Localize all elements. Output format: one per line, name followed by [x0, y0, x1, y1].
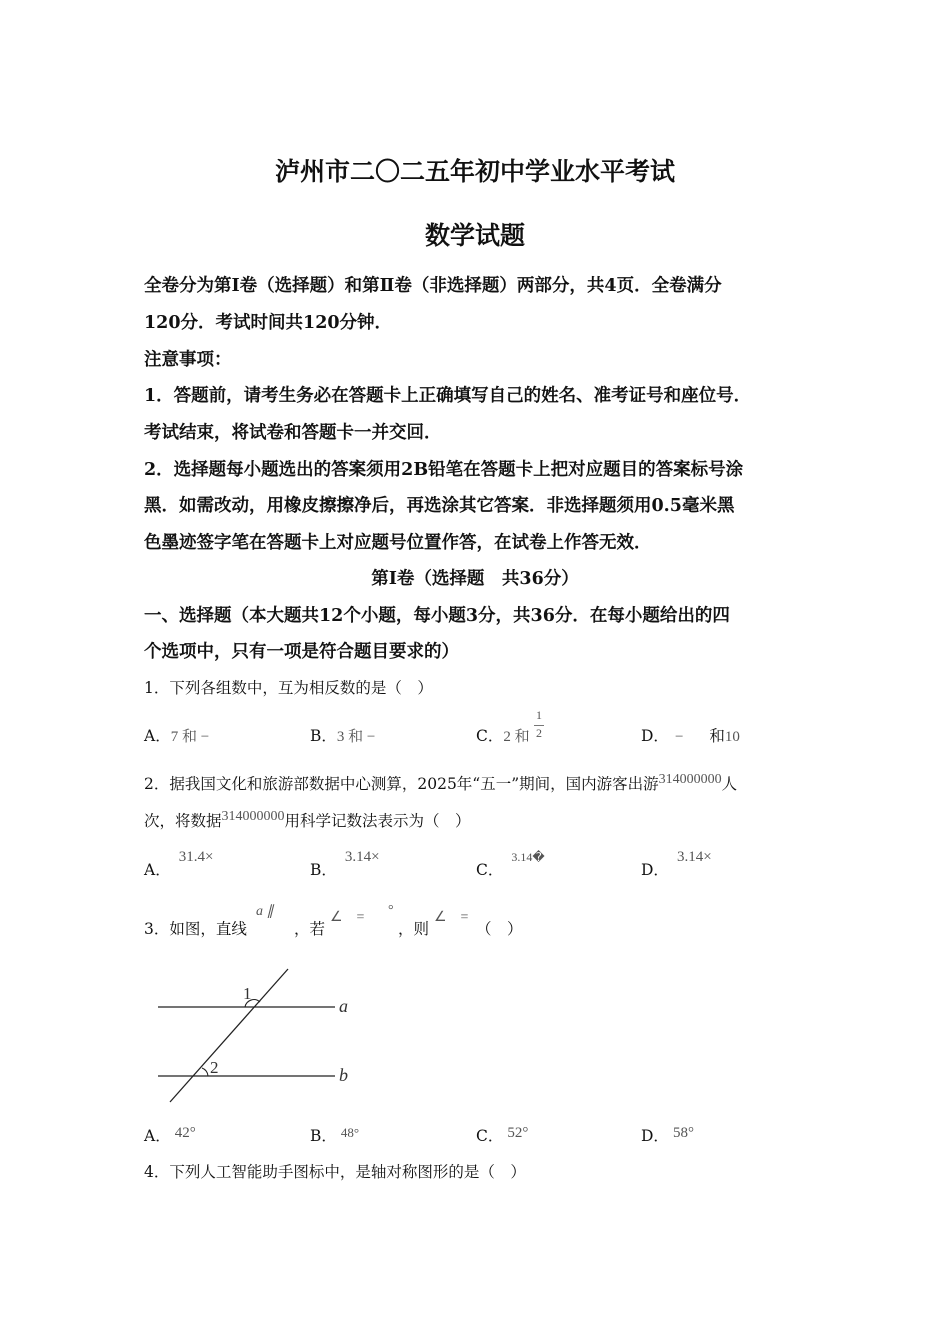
option-value: 2 和: [503, 729, 530, 745]
angle-2-arc: [202, 1068, 208, 1076]
q1-c-fraction-denominator: 2: [536, 726, 542, 740]
option-label: C．: [476, 1127, 504, 1145]
option-label: D．: [641, 1127, 669, 1145]
q3-figure: [150, 962, 370, 1107]
section-heading: 第Ⅰ卷（选择题 共36分）: [371, 569, 579, 589]
note-2-line-1: 2．选择题每小题选出的答案须用2B铅笔在答题卡上把对应题目的答案标号涂: [144, 460, 744, 480]
option-and: 和: [709, 727, 725, 745]
angle-1-label: 1: [243, 984, 252, 1003]
q3-symbol-angle-1: ∠ =: [330, 910, 365, 925]
line-a-label: a: [339, 996, 348, 1016]
q2-option-d[interactable]: [641, 849, 712, 880]
q4-stem: 4．下列人工智能助手图标中，是轴对称图形的是（ ）: [144, 1163, 526, 1181]
option-value: 3 和 −: [336, 729, 376, 745]
option-value: 10: [724, 729, 740, 745]
option-label: D．: [641, 861, 669, 879]
q1-c-fraction-numerator: 1: [536, 708, 542, 722]
q1-stem: 1．下列各组数中，互为相反数的是（ ）: [144, 679, 433, 697]
q2-stem-line-1: [144, 772, 737, 794]
option-value: 3.14×: [676, 849, 712, 865]
q1-option-d[interactable]: [641, 724, 740, 746]
angle-2-label: 2: [210, 1058, 219, 1077]
note-2-line-3: 色墨迹签字笔在答题卡上对应题号位置作答，在试卷上作答无效．: [144, 533, 652, 553]
q3-symbol-parallel: a ∥: [256, 904, 274, 919]
option-label: A．: [144, 861, 171, 879]
q2-stem-line-2: [144, 809, 471, 831]
q3-option-b[interactable]: [310, 1124, 359, 1146]
note-1-line-1: 1．答题前，请考生务必在答题卡上正确填写自己的姓名、准考证号和座位号．: [144, 386, 752, 406]
option-value: 42°: [174, 1125, 196, 1141]
q3-stem-1: 3．如图，直线: [144, 920, 247, 938]
option-label: A．: [144, 727, 171, 745]
option-label: D．: [641, 727, 669, 745]
q2-line2-part-2: 用科学记数法表示为（ ）: [284, 812, 471, 830]
intro-line-1: 全卷分为第Ⅰ卷（选择题）和第Ⅱ卷（非选择题）两部分，共4页．全卷满分: [144, 276, 722, 296]
q2-option-a[interactable]: [144, 849, 214, 880]
option-value: 3.14�: [511, 850, 545, 864]
notes-heading: 注意事项：: [144, 350, 232, 370]
exam-title: 泸州市二〇二五年初中学业水平考试: [274, 157, 675, 186]
option-label: C．: [476, 861, 504, 879]
intro-line-2: 120分．考试时间共120分钟．: [144, 313, 393, 333]
option-label: A．: [144, 1127, 171, 1145]
option-label: B．: [310, 727, 337, 745]
q3-degree: °: [388, 903, 394, 918]
q3-stem-3: ，则: [398, 920, 430, 938]
q3-option-a[interactable]: [144, 1124, 196, 1146]
q3-symbol-angle-2: ∠ =: [434, 910, 469, 925]
q2-option-b[interactable]: [310, 849, 380, 880]
option-value: 3.14×: [344, 849, 380, 865]
q2-number-repeat: 314000000: [221, 809, 285, 824]
option-label: C．: [476, 727, 504, 745]
q2-stem-part-1: 2．据我国文化和旅游部数据中心测算，2025年“五一”期间，国内游客出游: [144, 775, 659, 793]
part-heading-line-1: 一、选择题（本大题共12个小题，每小题3分，共36分．在每小题给出的四: [144, 606, 730, 626]
option-value: 58°: [672, 1125, 694, 1141]
option-value: 31.4×: [178, 849, 214, 865]
option-value: 7 和 −: [170, 729, 210, 745]
q3-option-d[interactable]: [641, 1124, 694, 1146]
q1-option-b[interactable]: [310, 724, 375, 746]
line-b-label: b: [339, 1065, 348, 1085]
transversal-line: [170, 969, 288, 1102]
option-label: B．: [310, 1127, 337, 1145]
option-value: 52°: [507, 1125, 529, 1141]
option-label: B．: [310, 861, 337, 879]
option-minus: −: [674, 729, 684, 745]
q1-option-a[interactable]: [144, 724, 209, 746]
option-value: 48°: [340, 1125, 360, 1140]
q2-number: 314000000: [658, 772, 722, 787]
q1-option-c[interactable]: [476, 724, 530, 746]
exam-subtitle: 数学试题: [424, 221, 525, 250]
note-2-line-2: 黑．如需改动，用橡皮擦擦净后，再选涂其它答案．非选择题须用0.5毫米黑: [144, 496, 735, 516]
part-heading-line-2: 个选项中，只有一项是符合题目要求的）: [144, 642, 459, 662]
q2-option-c[interactable]: [476, 850, 545, 880]
q3-stem-4: （ ）: [476, 920, 523, 938]
q3-option-c[interactable]: [476, 1124, 528, 1146]
q2-stem-part-2: 人: [721, 775, 738, 793]
q2-line2-part-1: 次，将数据: [144, 812, 222, 830]
q3-stem-2: ，若: [294, 920, 326, 938]
note-1-line-2: 考试结束，将试卷和答题卡一并交回．: [144, 423, 442, 443]
